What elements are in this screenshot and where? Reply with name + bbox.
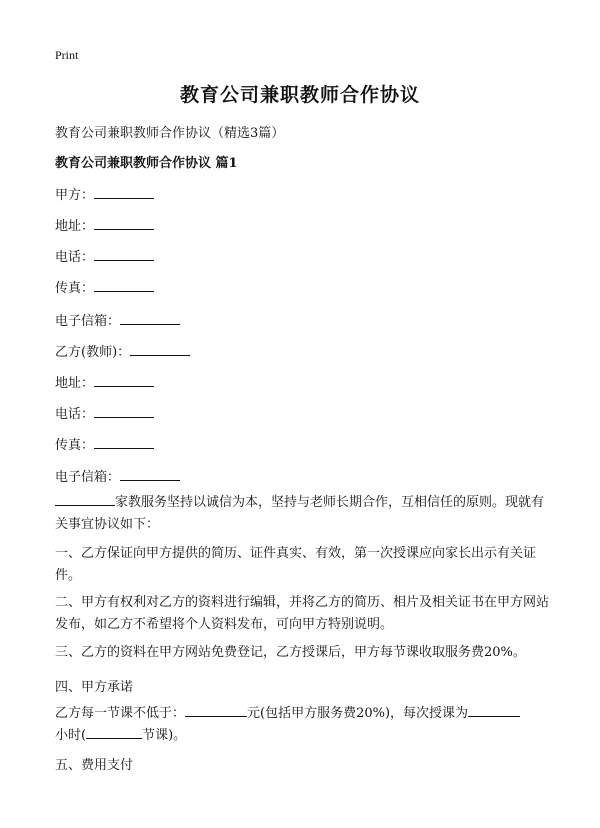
clause-4-text-d: 节课)。 [142,728,187,743]
party-b-name-label: 乙方(教师)： [55,345,131,360]
party-b-email-label: 电子信箱： [55,470,121,485]
party-a-fax-row [55,277,154,296]
party-a-email-label: 电子信箱： [55,314,121,329]
party-a-name-label: 甲方： [55,188,95,203]
clause-4-text [55,703,550,747]
party-b-address-label: 地址： [55,376,95,391]
clause-3: 三、乙方的资料在甲方网站免费登记，乙方授课后，甲方每节课收取服务费20%。 [55,645,526,660]
party-a-name-row [55,184,154,203]
company-name-blank[interactable] [55,493,115,506]
party-a-address-blank[interactable] [94,217,154,230]
party-b-name-blank[interactable] [130,343,190,356]
party-a-phone-blank[interactable] [94,248,154,261]
clause-4-heading: 四、甲方承诺 [55,680,134,695]
intro-text: 家教服务坚持以诚信为本，坚持与老师长期合作，互相信任的原则。现就有关事宜协议如下： [55,495,545,532]
clause-2: 二、甲方有权利对乙方的资料进行编辑，并将乙方的简历、相片及相关证书在甲方网站发布，如乙方不希望将个人资料发布，可向甲方特别说明。 [55,595,550,632]
lesson-fee-blank[interactable] [185,704,247,717]
party-b-fax-row [55,434,154,453]
party-b-address-row [55,372,154,391]
party-a-address-row [55,215,154,234]
party-a-name-blank[interactable] [94,186,154,199]
party-a-email-blank[interactable] [120,312,180,325]
clause-1: 一、乙方保证向甲方提供的简历、证件真实、有效，第一次授课应向家长出示有关证件。 [55,546,537,583]
section-heading: 教育公司兼职教师合作协议 篇1 [55,156,238,171]
lesson-count-blank[interactable] [86,726,142,739]
party-a-email-row [55,310,180,329]
party-b-email-blank[interactable] [120,468,180,481]
party-a-fax-label: 传真： [55,281,95,296]
party-b-phone-blank[interactable] [94,405,154,418]
party-a-address-label: 地址： [55,219,95,234]
document-subtitle: 教育公司兼职教师合作协议（精选3篇） [55,126,285,141]
clause-5-heading: 五、费用支付 [55,758,134,773]
intro-paragraph [55,492,550,536]
party-a-fax-blank[interactable] [94,279,154,292]
party-b-email-row [55,466,180,485]
print-label[interactable]: Print [55,48,79,62]
clause-4-text-b: 元(包括甲方服务费20%)，每次授课为 [247,706,469,721]
party-a-phone-row [55,246,154,265]
clause-4-text-c: 小时( [55,728,87,743]
party-b-fax-label: 传真： [55,438,95,453]
party-b-phone-label: 电话： [55,407,95,422]
session-hours-blank[interactable] [468,704,520,717]
party-b-fax-blank[interactable] [94,436,154,449]
document-title: 教育公司兼职教师合作协议 [179,84,420,106]
party-a-phone-label: 电话： [55,250,95,265]
party-b-name-row [55,341,190,360]
party-b-phone-row [55,403,154,422]
clause-4-text-a: 乙方每一节课不低于： [55,706,186,721]
party-b-address-blank[interactable] [94,374,154,387]
